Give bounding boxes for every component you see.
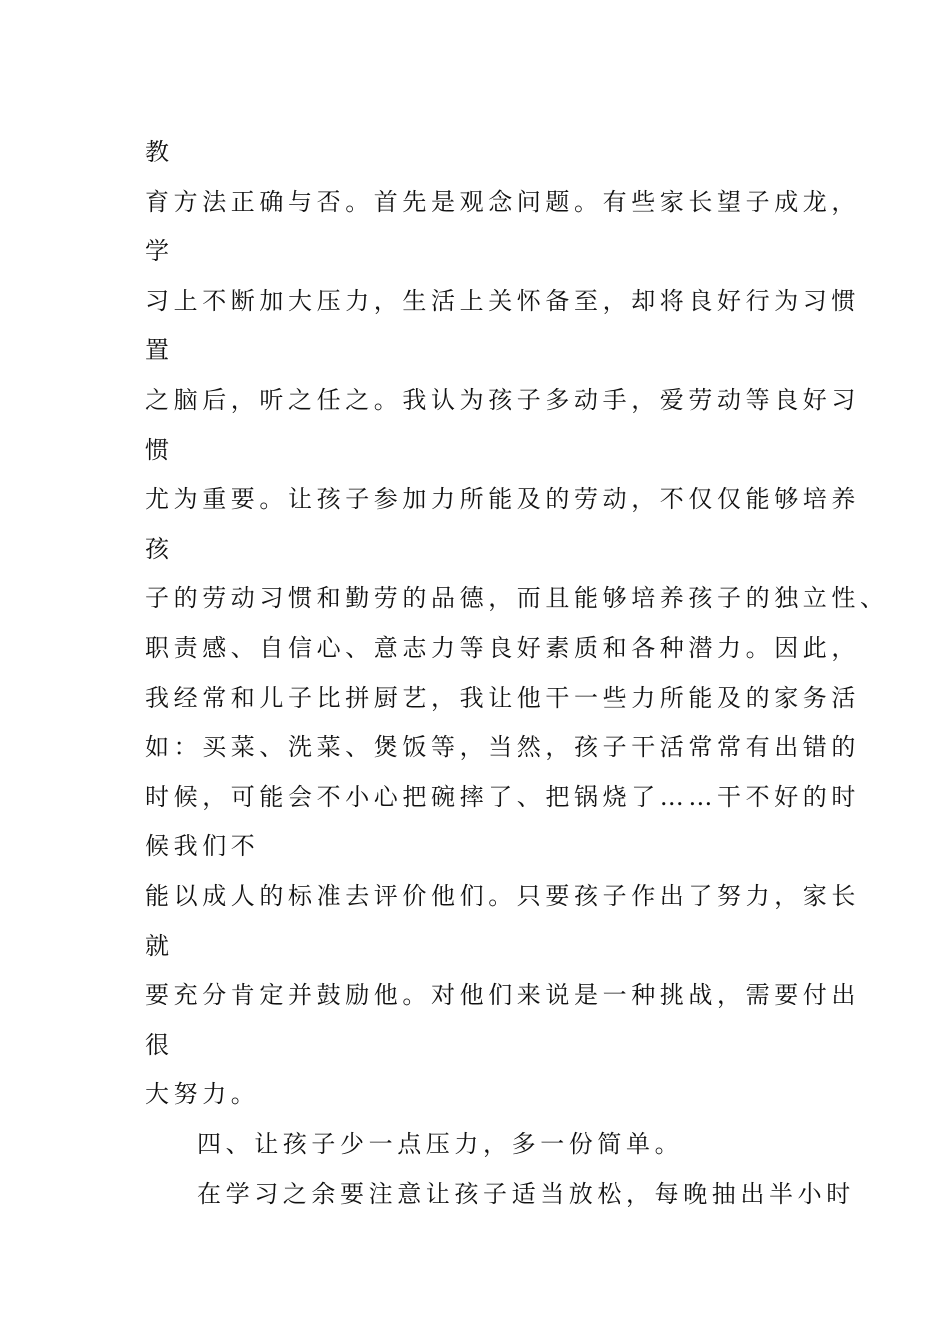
text-line: 我经常和儿子比拼厨艺，我让他干一些力所能及的家务活 [145, 684, 860, 712]
text-line: 要充分肯定并鼓励他。对他们来说是一种挑战，需要付出 [145, 981, 860, 1009]
text-line: 如：买菜、洗菜、煲饭等，当然，孩子干活常常有出错的 [145, 733, 860, 761]
section-heading: 四、让孩子少一点压力，多一份简单。 [197, 1130, 684, 1158]
text-line: 教 [145, 138, 174, 166]
text-line: 之脑后，听之任之。我认为孩子多动手，爱劳动等良好习 [145, 386, 860, 414]
text-line: 惯 [145, 436, 174, 464]
text-line: 育方法正确与否。首先是观念问题。有些家长望子成龙， [145, 188, 860, 216]
text-line: 就 [145, 932, 174, 960]
text-line: 置 [145, 336, 174, 364]
text-line: 候我们不 [145, 832, 260, 860]
text-line: 孩 [145, 535, 174, 563]
text-line: 大努力。 [145, 1080, 260, 1108]
text-line: 时候，可能会不小心把碗摔了、把锅烧了……干不好的时 [145, 783, 860, 811]
text-line: 习上不断加大压力，生活上关怀备至，却将良好行为习惯 [145, 287, 860, 315]
text-line: 学 [145, 237, 174, 265]
text-line: 子的劳动习惯和勤劳的品德，而且能够培养孩子的独立性、 [145, 584, 889, 612]
text-line: 尤为重要。让孩子参加力所能及的劳动，不仅仅能够培养 [145, 485, 860, 513]
text-line: 很 [145, 1031, 174, 1059]
paragraph-start: 在学习之余要注意让孩子适当放松，每晚抽出半小时 [197, 1180, 855, 1208]
text-line: 能以成人的标准去评价他们。只要孩子作出了努力，家长 [145, 882, 860, 910]
text-line: 职责感、自信心、意志力等良好素质和各种潜力。因此， [145, 634, 860, 662]
